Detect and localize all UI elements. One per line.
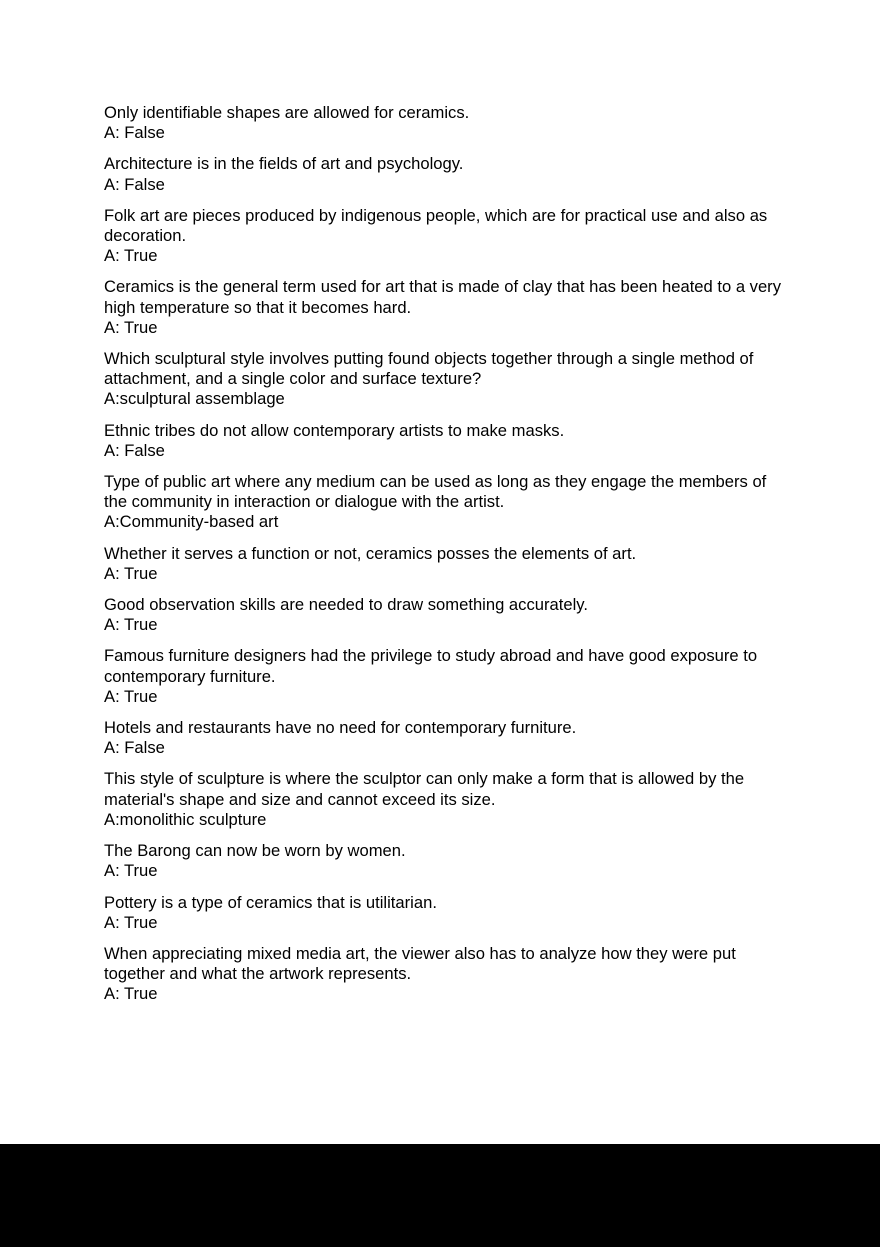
answer-text: A: True <box>104 686 158 706</box>
question-text: Which sculptural style involves putting found objects together through a single method of attachment, and a single color and surface texture? <box>104 349 754 389</box>
answer-text: A: False <box>104 738 165 758</box>
question-text: Whether it serves a function or not, ceramics posses the elements of art. <box>104 543 637 563</box>
qa-item <box>104 769 784 830</box>
question-text: Type of public art where any medium can be used as long as they engage the members of the community in interaction or dialogue with the artist. <box>104 472 767 512</box>
qa-item <box>104 206 784 267</box>
answer-text: A: True <box>104 246 158 266</box>
question-text: Famous furniture designers had the privilege to study abroad and have good exposure to contemporary furniture. <box>104 646 758 686</box>
qa-item <box>104 944 784 1005</box>
qa-item <box>104 595 784 635</box>
qa-item <box>104 544 784 584</box>
question-text: Folk art are pieces produced by indigenous people, which are for practical use and also as decoration. <box>104 205 768 246</box>
answer-text: A:Community-based art <box>104 512 279 532</box>
qa-item <box>104 421 784 461</box>
answer-text: A:sculptural assemblage <box>104 389 285 409</box>
question-text: When appreciating mixed media art, the viewer also has to analyze how they were put together and what the artwork represents. <box>104 943 736 984</box>
answer-text: A: True <box>104 984 158 1004</box>
qa-item <box>104 893 784 933</box>
qa-item <box>104 103 784 143</box>
question-text: Pottery is a type of ceramics that is utilitarian. <box>104 892 437 912</box>
question-text: The Barong can now be worn by women. <box>104 841 406 861</box>
question-text: Ethnic tribes do not allow contemporary artists to make masks. <box>104 420 565 440</box>
question-text: Architecture is in the fields of art and psychology. <box>104 154 464 174</box>
answer-text: A: False <box>104 123 165 143</box>
qa-item <box>104 277 784 338</box>
qa-item <box>104 154 784 194</box>
question-text: Good observation skills are needed to draw something accurately. <box>104 595 588 615</box>
answer-text: A: True <box>104 861 158 881</box>
answer-text: A: True <box>104 563 158 583</box>
answer-text: A: True <box>104 317 158 337</box>
answer-text: A: True <box>104 615 158 635</box>
question-text: Ceramics is the general term used for art that is made of clay that has been heated to a very high temperature so that it becomes hard. <box>104 277 782 317</box>
bottom-black-band <box>0 1144 880 1247</box>
question-text: This style of sculpture is where the sculptor can only make a form that is allowed by the material's shape and size and cannot exceed its size. <box>104 769 745 809</box>
answer-text: A: True <box>104 912 158 932</box>
question-text: Hotels and restaurants have no need for contemporary furniture. <box>104 718 577 738</box>
answer-text: A: False <box>104 174 165 194</box>
answer-text: A:monolithic sculpture <box>104 809 267 829</box>
qa-item <box>104 841 784 881</box>
qa-list <box>104 103 784 1016</box>
qa-item <box>104 472 784 533</box>
qa-item <box>104 349 784 410</box>
question-text: Only identifiable shapes are allowed for ceramics. <box>104 103 470 122</box>
qa-item <box>104 646 784 707</box>
answer-text: A: False <box>104 440 165 460</box>
qa-item <box>104 718 784 758</box>
